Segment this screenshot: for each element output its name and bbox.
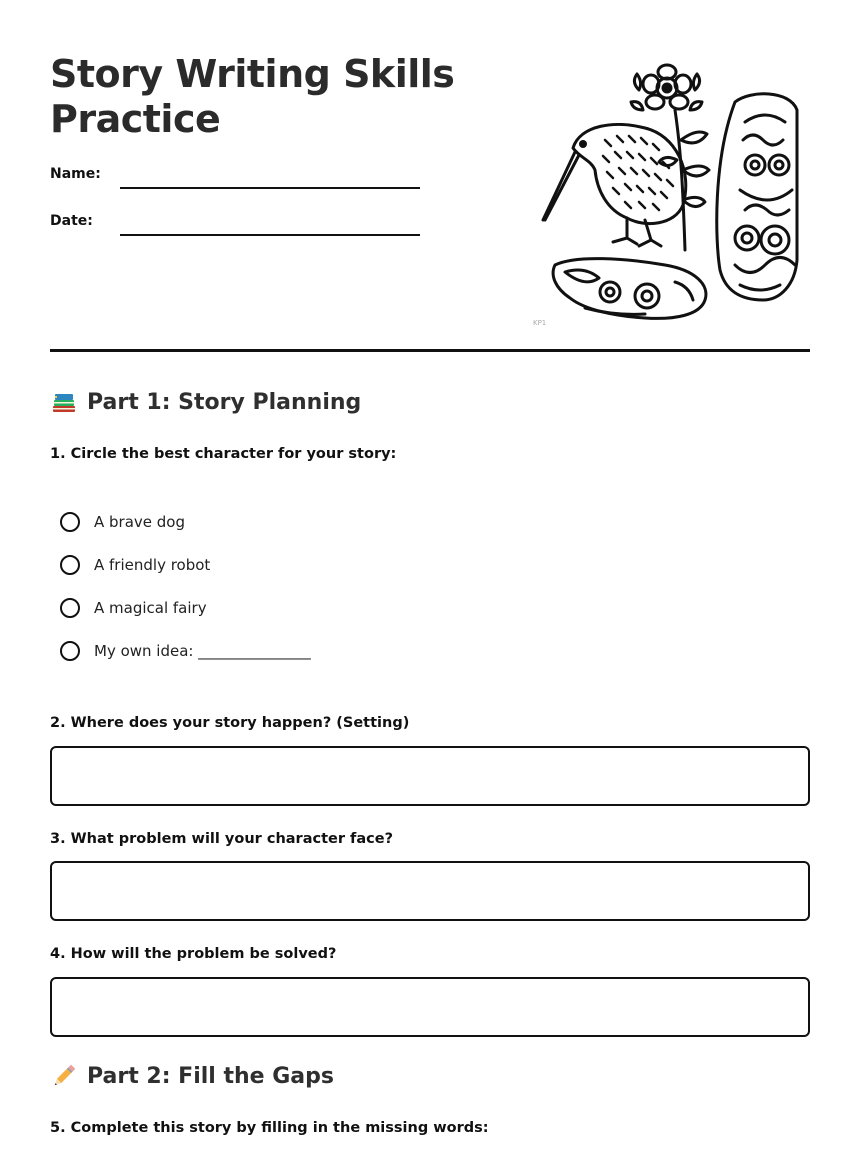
pencil-icon — [50, 1062, 78, 1090]
solution-answer-box[interactable] — [50, 977, 810, 1037]
books-icon — [50, 388, 78, 416]
part1-title: Part 1: Story Planning — [87, 389, 362, 415]
radio-circle[interactable] — [60, 598, 80, 618]
radio-circle[interactable] — [60, 555, 80, 575]
header-divider — [50, 349, 810, 352]
kiwi-bird-illustration — [535, 60, 815, 330]
option-2[interactable] — [60, 555, 210, 575]
date-label: Date: — [50, 213, 93, 229]
title-line-1: Story Writing Skills — [50, 52, 455, 96]
kiwi-icon — [543, 124, 686, 246]
problem-answer-box[interactable] — [50, 861, 810, 921]
name-line[interactable] — [120, 187, 420, 189]
question-5: 5. Complete this story by filling in the missing words: — [50, 1120, 489, 1136]
part1-heading — [50, 388, 361, 416]
option-label: My own idea: _______________ — [94, 642, 311, 660]
option-label: A magical fairy — [94, 599, 207, 617]
radio-circle[interactable] — [60, 641, 80, 661]
option-label: A friendly robot — [94, 556, 211, 574]
option-3[interactable] — [60, 598, 207, 618]
option-1[interactable] — [60, 512, 185, 532]
part2-title: Part 2: Fill the Gaps — [87, 1063, 334, 1089]
question-2: 2. Where does your story happen? (Setting) — [50, 715, 410, 731]
setting-answer-box[interactable] — [50, 746, 810, 806]
carved-base-icon — [553, 259, 706, 319]
option-4[interactable] — [60, 641, 311, 661]
option-label: A brave dog — [94, 513, 186, 531]
worksheet-title — [50, 52, 490, 142]
illustration-caption: KP1 — [533, 319, 547, 327]
question-1: 1. Circle the best character for your story: — [50, 446, 397, 462]
name-label: Name: — [50, 166, 101, 182]
title-line-2: Practice — [50, 97, 221, 141]
radio-circle[interactable] — [60, 512, 80, 532]
part2-heading — [50, 1062, 334, 1090]
question-3: 3. What problem will your character face? — [50, 831, 393, 847]
date-line[interactable] — [120, 234, 420, 236]
question-4: 4. How will the problem be solved? — [50, 946, 337, 962]
flower-icon — [631, 65, 702, 110]
carved-pillar-icon — [717, 94, 797, 300]
